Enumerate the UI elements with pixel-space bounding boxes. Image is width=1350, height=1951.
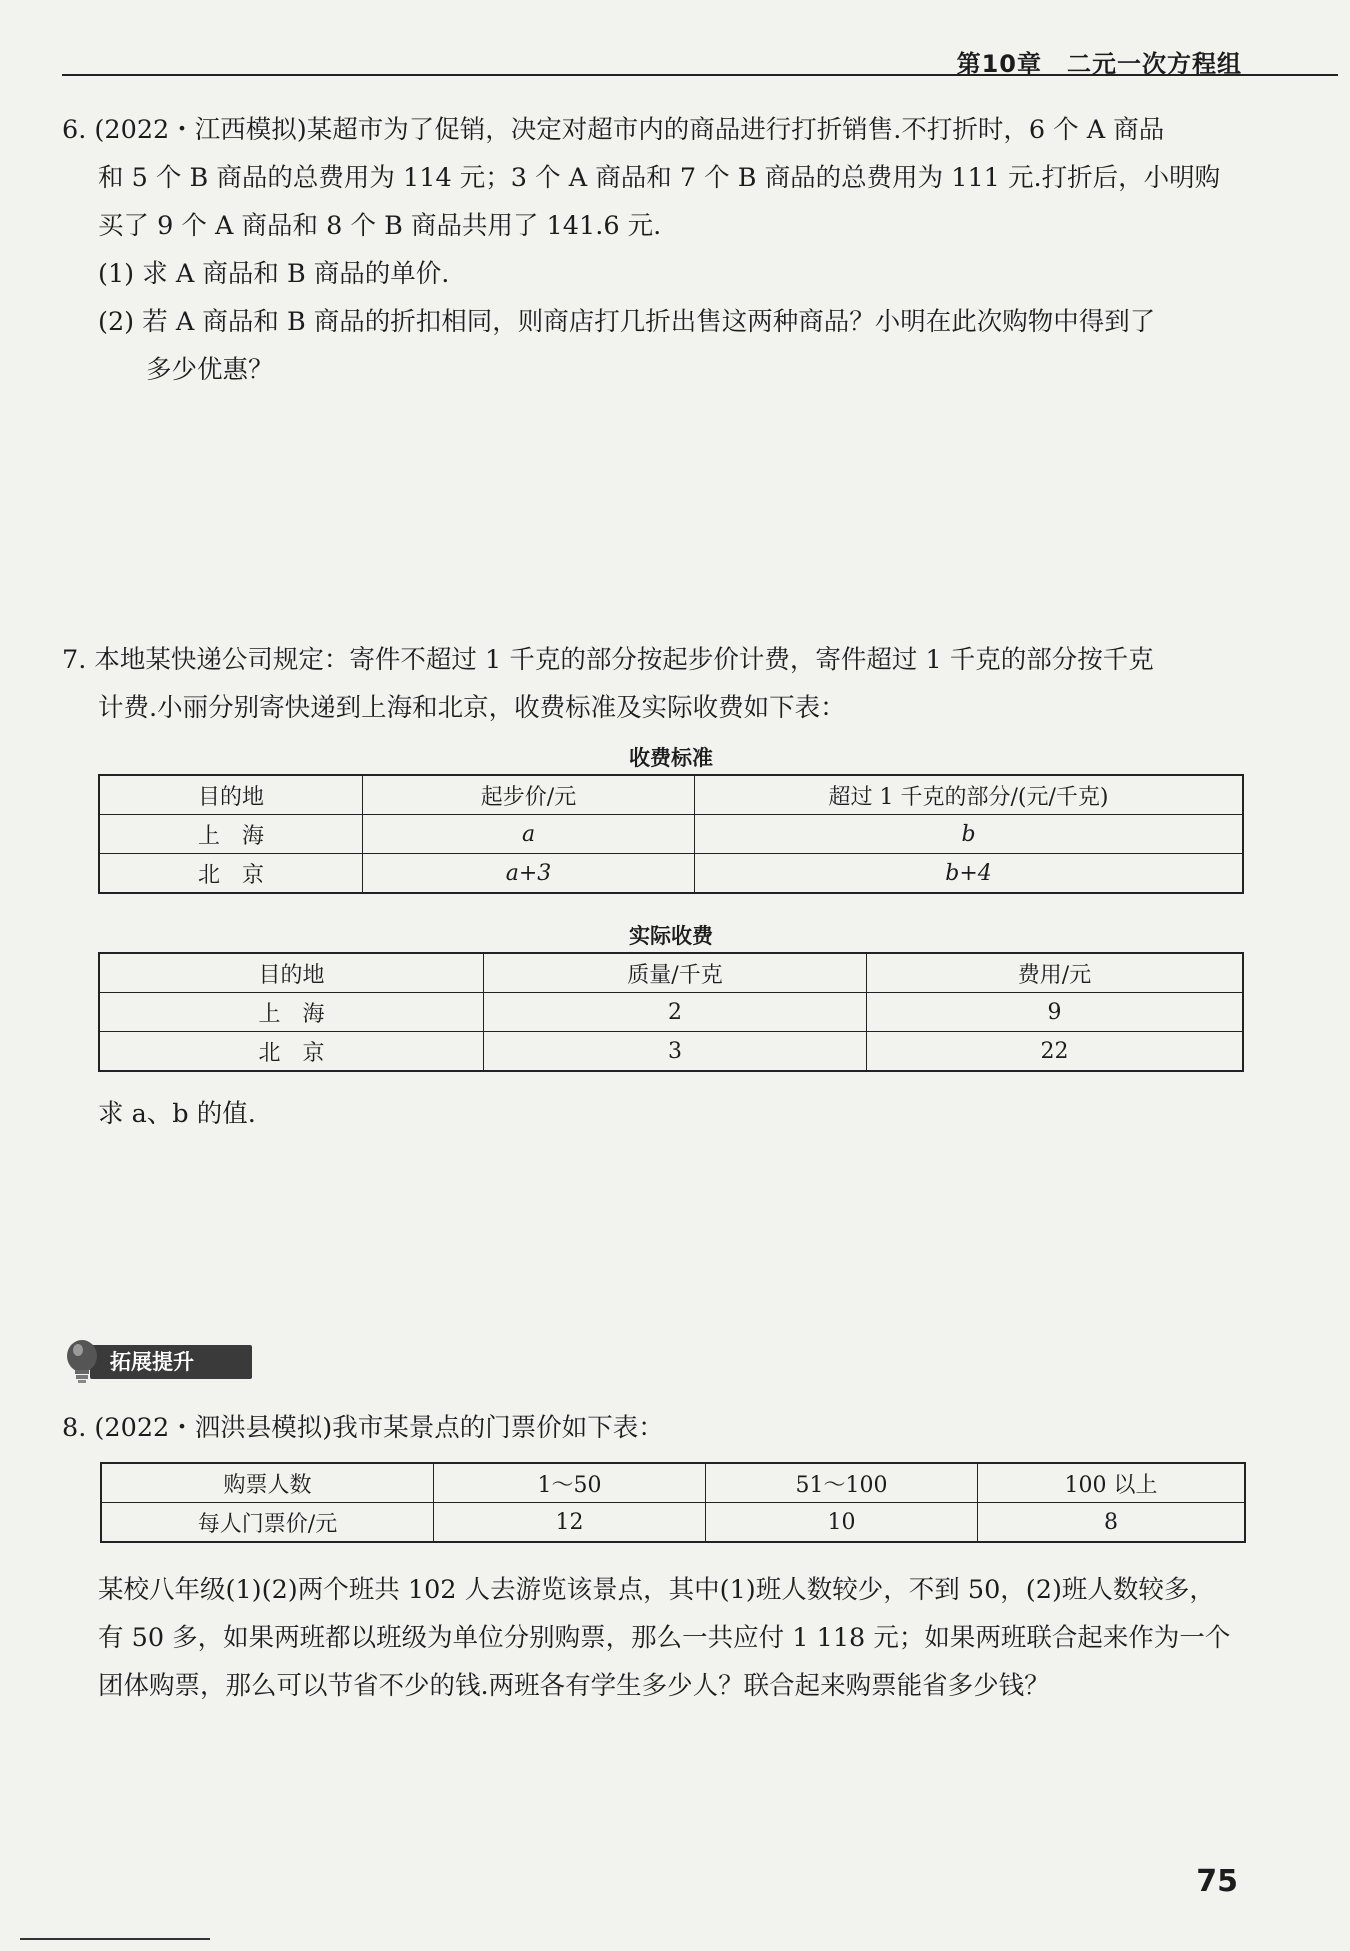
ticket-price-table bbox=[100, 1462, 1246, 1543]
chapter-header: 第10章 二元一次方程组 bbox=[956, 50, 1242, 78]
table-row bbox=[99, 1032, 1243, 1072]
table-header-cell: 购票人数 bbox=[101, 1463, 434, 1503]
table-header-cell: 51～100 bbox=[706, 1463, 978, 1503]
q6-part2a: (2) 若 A 商品和 B 商品的折扣相同，则商店打几折出售这两种商品？小明在此次购物中得到了 bbox=[98, 307, 1156, 337]
table-row bbox=[99, 854, 1243, 894]
q8-p1: 某校八年级(1)(2)两个班共 102 人去游览该景点，其中(1)班人数较少，不到 50，(2)班人数较多， bbox=[98, 1575, 1215, 1605]
table-row bbox=[99, 993, 1243, 1032]
q6-line3: 买了 9 个 A 商品和 8 个 B 商品共用了 141.6 元. bbox=[98, 211, 662, 241]
table-cell: 北 京 bbox=[99, 1032, 484, 1072]
table-cell: a bbox=[363, 815, 695, 854]
q6-part2b: 多少优惠？ bbox=[146, 355, 274, 385]
q7-ask: 求 a、b 的值. bbox=[98, 1099, 256, 1129]
q8-p3: 团体购票，那么可以节省不少的钱.两班各有学生多少人？联合起来购票能省多少钱？ bbox=[98, 1671, 1050, 1701]
table-cell: 9 bbox=[867, 993, 1244, 1032]
table-cell: a+3 bbox=[363, 854, 695, 894]
table-cell: 3 bbox=[484, 1032, 867, 1072]
table-header-row bbox=[99, 775, 1243, 815]
question-8-body bbox=[62, 1566, 1252, 1710]
q8-line1: 8. (2022・泗洪县模拟)我市某景点的门票价如下表： bbox=[62, 1413, 664, 1443]
table-cell: b+4 bbox=[695, 854, 1244, 894]
table-cell: 上 海 bbox=[99, 993, 484, 1032]
table-header-cell: 目的地 bbox=[99, 775, 363, 815]
table-header-cell: 质量/千克 bbox=[484, 953, 867, 993]
table-header-row bbox=[99, 953, 1243, 993]
question-7 bbox=[62, 636, 1252, 732]
header-rule bbox=[62, 74, 1338, 76]
table-cell: 22 bbox=[867, 1032, 1244, 1072]
q6-line1: 6. (2022・江西模拟)某超市为了促销，决定对超市内的商品进行打折销售.不打折时，6 个 A 商品 bbox=[62, 115, 1165, 145]
table-header-cell: 目的地 bbox=[99, 953, 484, 993]
q7-line2: 计费.小丽分别寄快递到上海和北京，收费标准及实际收费如下表： bbox=[98, 693, 846, 723]
table-cell: 每人门票价/元 bbox=[101, 1503, 434, 1543]
q6-line2: 和 5 个 B 商品的总费用为 114 元；3 个 A 商品和 7 个 B 商品的总费用为 111 元.打折后，小明购 bbox=[98, 163, 1221, 193]
table2-title: 实际收费 bbox=[629, 924, 713, 948]
question-8 bbox=[62, 1404, 1252, 1452]
fee-standard-table bbox=[98, 774, 1244, 894]
table-cell: 12 bbox=[434, 1503, 706, 1543]
extension-label: 拓展提升 bbox=[90, 1345, 252, 1379]
table-cell: 10 bbox=[706, 1503, 978, 1543]
table-header-cell: 100 以上 bbox=[978, 1463, 1246, 1503]
lightbulb-icon bbox=[66, 1338, 100, 1384]
q8-p2: 有 50 多，如果两班都以班级为单位分别购票，那么一共应付 1 118 元；如果两班联合起来作为一个 bbox=[98, 1623, 1231, 1653]
actual-fee-table bbox=[98, 952, 1244, 1072]
table-header-cell: 起步价/元 bbox=[363, 775, 695, 815]
table-row bbox=[99, 815, 1243, 854]
table-cell: 8 bbox=[978, 1503, 1246, 1543]
table-header-cell: 超过 1 千克的部分/(元/千克) bbox=[695, 775, 1244, 815]
table-cell: 上 海 bbox=[99, 815, 363, 854]
table-header-cell: 1～50 bbox=[434, 1463, 706, 1503]
table-header-cell: 费用/元 bbox=[867, 953, 1244, 993]
page-number: 75 bbox=[1196, 1864, 1238, 1899]
q6-part1: (1) 求 A 商品和 B 商品的单价. bbox=[98, 259, 450, 289]
q7-line1: 7. 本地某快递公司规定：寄件不超过 1 千克的部分按起步价计费，寄件超过 1 千克的部分按千克 bbox=[62, 645, 1154, 675]
table-cell: 2 bbox=[484, 993, 867, 1032]
table-cell: b bbox=[695, 815, 1244, 854]
question-7-ask bbox=[62, 1090, 1252, 1138]
table1-title: 收费标准 bbox=[629, 746, 713, 770]
question-6 bbox=[62, 106, 1252, 394]
table-cell: 北 京 bbox=[99, 854, 363, 894]
bottom-rule bbox=[20, 1938, 210, 1940]
table-row bbox=[101, 1503, 1245, 1543]
table-row bbox=[101, 1463, 1245, 1503]
